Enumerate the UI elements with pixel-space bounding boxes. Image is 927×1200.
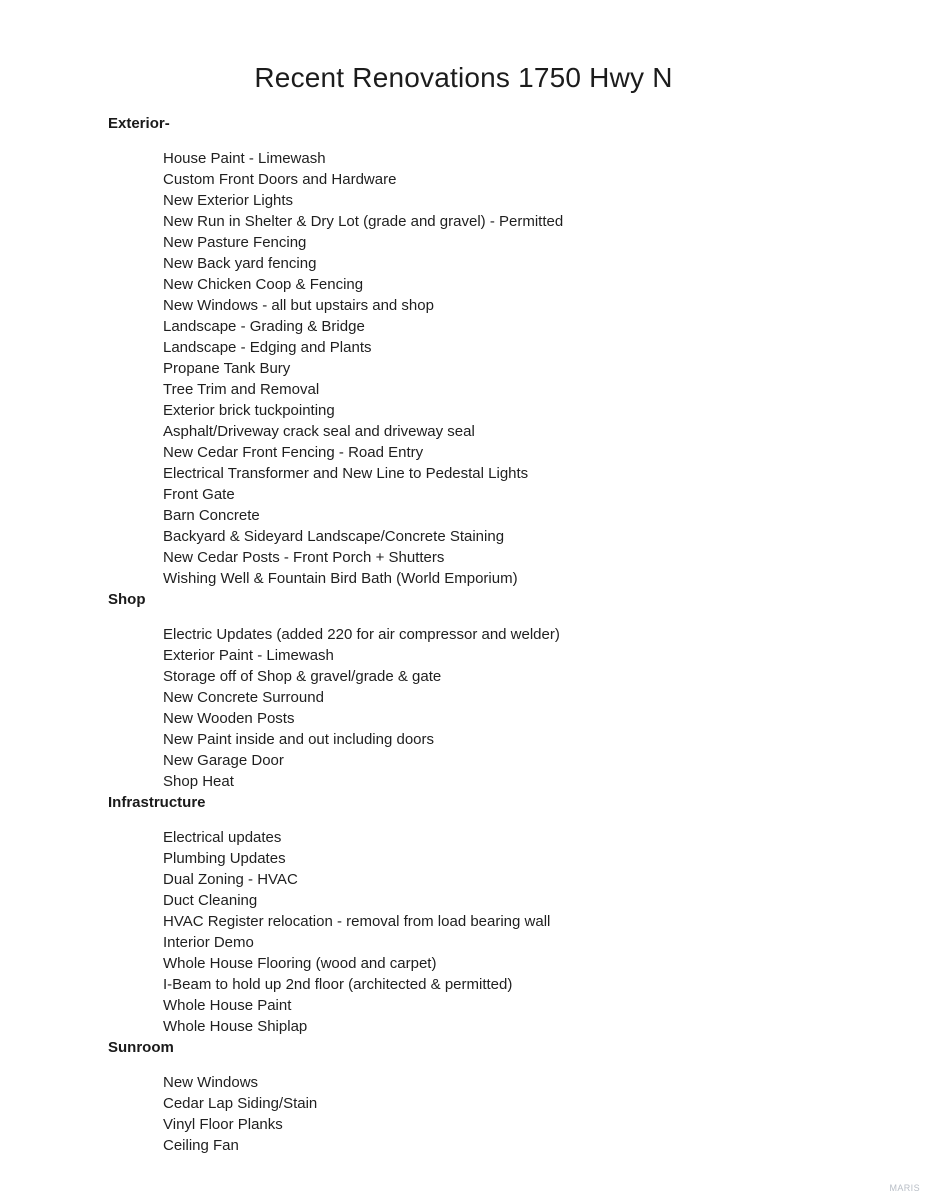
list-item: New Back yard fencing [163,255,317,272]
list-item: Exterior brick tuckpointing [163,402,335,419]
list-item: Ceiling Fan [163,1137,239,1154]
list-item: Duct Cleaning [163,892,258,909]
section-heading: Shop [108,591,146,608]
list-item: New Windows - all but upstairs and shop [163,297,434,314]
list-item: Backyard & Sideyard Landscape/Concrete Staining [163,528,505,545]
list-item: Front Gate [163,486,235,503]
list-item: Dual Zoning - HVAC [163,871,298,888]
list-item: Tree Trim and Removal [163,381,320,398]
list-item: Shop Heat [163,773,234,790]
renovation-sections [108,113,887,1156]
list-item: Electric Updates (added 220 for air compressor and welder) [163,626,560,643]
section-item-list [163,827,887,1037]
list-item: New Chicken Coop & Fencing [163,276,364,293]
list-item: HVAC Register relocation - removal from load bearing wall [163,913,551,930]
list-item: Custom Front Doors and Hardware [163,171,397,188]
list-item: Landscape - Edging and Plants [163,339,372,356]
list-item: Plumbing Updates [163,850,286,867]
section-heading: Sunroom [108,1039,174,1056]
list-item: New Windows [163,1074,259,1091]
list-item: New Concrete Surround [163,689,324,706]
maris-watermark: MARIS [889,1183,920,1193]
document-title: Recent Renovations 1750 Hwy N [254,62,673,93]
list-item: Exterior Paint - Limewash [163,647,334,664]
list-item: House Paint - Limewash [163,150,326,167]
list-item: Cedar Lap Siding/Stain [163,1095,318,1112]
list-item: Wishing Well & Fountain Bird Bath (World Emporium) [163,570,518,587]
list-item: New Pasture Fencing [163,234,307,251]
list-item: New Garage Door [163,752,284,769]
section-exterior [108,113,887,589]
list-item: I-Beam to hold up 2nd floor (architected & permitted) [163,976,513,993]
list-item: New Exterior Lights [163,192,294,209]
section-heading: Exterior- [108,115,170,132]
section-sunroom [108,1037,887,1156]
section-heading: Infrastructure [108,794,206,811]
list-item: New Run in Shelter & Dry Lot (grade and gravel) - Permitted [163,213,564,230]
list-item: Barn Concrete [163,507,260,524]
list-item: Propane Tank Bury [163,360,291,377]
list-item: Vinyl Floor Planks [163,1116,283,1133]
section-infrastructure [108,792,887,1037]
list-item: Storage off of Shop & gravel/grade & gate [163,668,442,685]
list-item: New Cedar Posts - Front Porch + Shutters [163,549,445,566]
section-item-list [163,1072,887,1156]
list-item: Whole House Paint [163,997,292,1014]
list-item: Electrical Transformer and New Line to Pedestal Lights [163,465,529,482]
list-item: Whole House Shiplap [163,1018,308,1035]
section-shop [108,589,887,792]
list-item: Landscape - Grading & Bridge [163,318,365,335]
list-item: New Paint inside and out including doors [163,731,435,748]
list-item: Asphalt/Driveway crack seal and driveway seal [163,423,475,440]
list-item: New Wooden Posts [163,710,295,727]
section-item-list [163,624,887,792]
list-item: Whole House Flooring (wood and carpet) [163,955,437,972]
list-item: Interior Demo [163,934,254,951]
list-item: Electrical updates [163,829,282,846]
list-item: New Cedar Front Fencing - Road Entry [163,444,424,461]
section-item-list [163,148,887,589]
